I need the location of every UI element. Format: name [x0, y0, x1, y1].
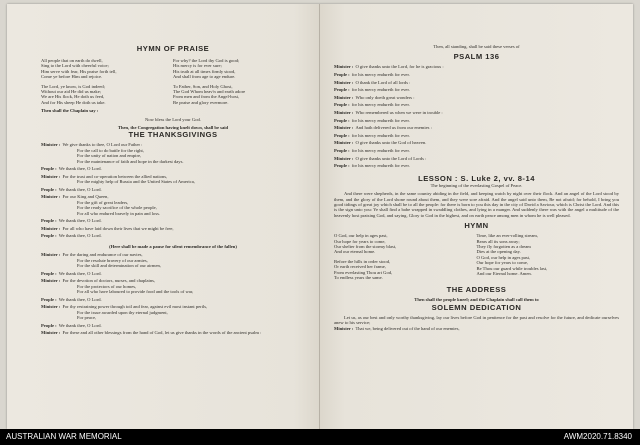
prayer-continuation: For the resolute bravery of our armies, [77, 258, 148, 264]
verse-line: Him serve with fear, His praise forth tell, [41, 68, 117, 74]
prayer-line [334, 118, 619, 124]
verse-line: Dies at the opening day. [476, 249, 521, 255]
speaker-text: for his mercy endureth for ever. [351, 163, 410, 169]
verse-line: His mercy is for ever sure; [173, 63, 222, 69]
speaker-label: People : [334, 132, 350, 138]
speaker-text: We give thanks to thee, O Lord our Father : [62, 142, 143, 148]
speaker-label: Minister : [41, 173, 61, 179]
prayer-line [334, 72, 619, 78]
verse-line: And our eternal home. [334, 249, 376, 255]
speaker-text: for his mercy endureth for ever. [351, 117, 410, 123]
prayer-line [41, 218, 305, 224]
prayer-continuation: For all who endured bravely in pain and loss. [77, 210, 161, 216]
prayer-continuation: For the gift of great leaders, [77, 200, 129, 206]
speaker-label: Minister : [334, 325, 354, 331]
verse-line: Our shelter from the stormy blast, [334, 243, 397, 249]
verse-line: Our hope for years to come, [476, 260, 529, 266]
speaker-text: For all who have laid down their lives that we might be free, [62, 225, 174, 231]
congregation-instruction: Then, the Congregation having knelt down, shall be said [117, 125, 229, 131]
psalm-verses [334, 64, 619, 170]
verse-line: From everlasting Thou art God, [334, 269, 393, 275]
speaker-label: People : [334, 117, 350, 123]
speaker-text: For our King and Queen, [62, 194, 109, 200]
verse-line: Come ye before Him and rejoice. [41, 74, 103, 80]
prayer-line [334, 95, 619, 101]
lesson-text: And there were shepherds, in the same country abiding in the field, and keeping watch by night over their flock. And an angel of the Lord stood by them, and the glory of the Lord shone round about them, and they were sore afraid. And the angel said unto them, Be not afraid; for behold, I bring you good tidings of great joy which shall be to all the people: for there is born to you this day in the city of David a Saviour, which is Christ the Lord. And this is the sign unto you: Ye shall find a babe wrapped in swaddling clothes, and lying in a manger. And suddenly there was with the angel a multitude of the heavenly host praising God, and saying, Glory to God in the highest, and on earth peace among men in whom he is well pleased. [334, 191, 619, 218]
speaker-label: Minister : [334, 79, 354, 85]
archive-footer-bar [0, 429, 640, 445]
speaker-label: Minister : [41, 278, 61, 284]
verse-line: To Father, Son, and Holy Ghost, [173, 83, 233, 89]
prayer-line [41, 297, 305, 303]
verse-line: They fly forgotten as a dream [476, 243, 531, 249]
verse-line: O God, our help in ages past, [476, 254, 531, 260]
prayer-line [334, 140, 619, 146]
prayer-line [334, 102, 619, 108]
prayer-continuation: For the skill and determination of our airmen, [77, 263, 161, 269]
prayer-line [41, 226, 305, 232]
speaker-text: for his mercy endureth for ever. [351, 72, 410, 77]
speaker-text: For the devotion of doctors, nurses, and chaplains, [62, 278, 156, 284]
lesson-subtitle: The beginning of the everlasting Gospel of Peace. [430, 182, 523, 188]
speaker-text: And hath delivered us from our enemies : [355, 125, 432, 131]
speaker-text: We thank thee, O Lord. [58, 233, 102, 239]
speaker-label: Minister : [334, 155, 354, 161]
speaker-label: Minister : [334, 140, 354, 146]
catalogue-number: AWM2020.71.8340 [563, 432, 632, 441]
verse-line: We are His flock, He doth us feed, [41, 94, 105, 100]
prayer-continuation: For the maintenance of faith and hope in the darkest days. [77, 158, 184, 164]
speaker-label: People : [41, 218, 57, 224]
hymn-column-2 [173, 58, 305, 105]
prayer-continuation: For the protectors of our homes, [77, 284, 137, 290]
verse-line: His truth at all times firmly stood, [173, 68, 236, 74]
verse-line: The God Whom heav'n and earth adore [173, 89, 246, 95]
verse-line: And our Eternal home. Amen. [476, 271, 532, 276]
verse-line: And shall from age to age endure. [173, 74, 236, 80]
verse-line: For why? the Lord thy God is good; [173, 58, 240, 63]
dedication-title: SOLEMN DEDICATION [431, 302, 522, 312]
speaker-text: O thank the Lord of all lords : [355, 79, 411, 85]
prayer-continuation: For the call to do battle for the right, [77, 148, 144, 154]
verse-line: Be Thou our guard while troubles last, [476, 265, 548, 271]
speaker-text: For the trust and co-operation between the allied nations, [62, 173, 168, 179]
speaker-label: People : [41, 322, 57, 328]
prayer-line [334, 133, 619, 139]
prayer-continuation: For all who have laboured to provide food and the tools of war, [77, 289, 194, 295]
thanksgiving-prayers [41, 142, 305, 241]
prayer-line [334, 80, 619, 86]
prayer-continuation: For the issue awarded upon thy eternal judgment, [77, 310, 168, 316]
verse-line: And for His sheep He doth us take. [41, 99, 106, 105]
speaker-text: We thank thee, O Lord. [58, 166, 102, 172]
prayer-line [334, 125, 619, 131]
verse-line: The Lord, ye know, is God indeed; [41, 83, 106, 89]
verse-line: O God, our help in ages past, [334, 233, 388, 239]
speaker-text: We thank thee, O Lord. [58, 186, 102, 192]
speaker-text: for his mercy endureth for ever. [351, 147, 410, 153]
speaker-label: Minister : [334, 109, 354, 115]
silent-remembrance-note: (Here shall be made a pause for silent remembrance of the fallen) [109, 244, 237, 250]
hymn-column-2 [477, 233, 620, 280]
speaker-label: Minister : [41, 330, 61, 336]
kneel-instruction: Then shall the people kneel; and the Chaplain shall call them to [414, 297, 539, 303]
speaker-label: People : [334, 72, 350, 77]
thanksgivings-title: THE THANKSGIVINGS [128, 130, 218, 140]
verse-line: Sing to the Lord with cheerful voice; [41, 63, 109, 69]
speaker-text: for his mercy endureth for ever. [351, 87, 410, 93]
speaker-text: We thank thee, O Lord. [58, 296, 102, 302]
verse-line: Before the hills in order stood, [334, 258, 391, 264]
thanksgiving-prayers-continued [41, 252, 305, 338]
psalm-title: PSALM 136 [453, 52, 500, 62]
speaker-label: Minister : [41, 252, 61, 258]
prayer-line [334, 110, 619, 116]
left-page [7, 4, 319, 429]
prayer-line [41, 323, 305, 329]
speaker-label: Minister : [334, 64, 354, 70]
speaker-text: We thank thee, O Lord. [58, 218, 102, 224]
chaplain-instruction: Then shall the Chaplain say : [41, 108, 99, 114]
speaker-text: For the daring and endurance of our navies, [62, 252, 143, 258]
hymn-verses [334, 233, 619, 280]
psalm-intro: Then, all standing, shall be said these verses of [433, 44, 520, 49]
prayer-line [41, 330, 305, 336]
speaker-label: Minister : [41, 225, 61, 231]
prayer-continuation: For the ready sacrifice of the whole people, [77, 205, 157, 211]
speaker-label: People : [334, 102, 350, 108]
prayer-line [41, 271, 305, 277]
speaker-label: People : [334, 87, 350, 93]
speaker-text: Who remembered us when we were in trouble : [355, 109, 443, 115]
speaker-text: O give thanks unto the God of heaven. [355, 140, 427, 146]
speaker-label: People : [334, 163, 350, 169]
right-page [320, 4, 633, 429]
prayer-line [334, 64, 619, 70]
prayer-continuation: For the unity of nation and empire, [77, 153, 142, 159]
speaker-text: Who only doeth great wonders : [355, 94, 415, 100]
prayer-continuation: For the mighty help of Russia and the United States of America, [77, 179, 195, 185]
prayer-line [334, 148, 619, 154]
speaker-text: O give thanks unto the Lord of Lords : [355, 155, 427, 161]
verse-line: From men and from the Angel-host, [173, 94, 240, 100]
verse-line: All people that on earth do dwell, [41, 58, 103, 63]
speaker-text: For thy restraining power through toil and fear, against evil most instant perils, [62, 304, 208, 310]
hymn-of-praise-verses [41, 58, 305, 105]
archive-name: AUSTRALIAN WAR MEMORIAL [6, 432, 122, 441]
hymn-column-1 [334, 233, 477, 280]
speaker-label: Minister : [41, 194, 61, 200]
prayer-line [334, 163, 619, 169]
verse-line: Be praise and glory evermore. [173, 99, 229, 105]
address-title: THE ADDRESS [446, 285, 507, 295]
prayer-line [41, 233, 305, 239]
speaker-text: That we, being delivered out of the hand of our enemies, [355, 325, 460, 331]
prayer-line [334, 87, 619, 93]
prayer-line [41, 166, 305, 172]
speaker-text: For these and all other blessings from the hand of God, let us give thanks in the words of the ancient psalm : [62, 330, 262, 336]
dedication-text: Let us, as our best and only worthy thanksgiving, lay our lives before God in penitence for the past and resolve for the future, and dedicate ourselves anew to his service; [334, 314, 619, 326]
speaker-label: Minister : [334, 125, 354, 131]
prayer-line [334, 156, 619, 162]
hymn-column-1 [41, 58, 173, 105]
speaker-label: Minister : [334, 94, 354, 100]
speaker-text: O give thanks unto the Lord, for he is gracious : [355, 64, 444, 70]
speaker-label: Minister : [41, 142, 61, 148]
bless-line: Now bless the Lord your God. [145, 116, 201, 122]
dedication-minister-line [334, 326, 619, 332]
speaker-text: for his mercy endureth for ever. [351, 102, 410, 108]
prayer-continuation: For peace, [77, 315, 97, 321]
speaker-label: People : [41, 296, 57, 302]
verse-line: Time, like an ever-rolling stream, [476, 233, 538, 239]
verse-line: Or earth received her frame, [334, 264, 386, 270]
verse-line: Bears all its sons away; [476, 238, 520, 244]
lesson-title: LESSON : S. Luke 2, vv. 8-14 [418, 173, 535, 183]
speaker-label: Minister : [41, 304, 61, 310]
hymn-title: HYMN [464, 221, 489, 231]
speaker-text: We thank thee, O Lord. [58, 322, 102, 328]
hymn-of-praise-title: HYMN OF PRAISE [136, 44, 210, 53]
verse-line: Without our aid He did us make; [41, 89, 102, 95]
speaker-label: People : [334, 147, 350, 153]
speaker-text: for his mercy endureth for ever. [351, 132, 410, 138]
verse-line: Our hope for years to come, [334, 238, 386, 244]
speaker-label: People : [41, 166, 57, 172]
order-of-service-sheet [7, 4, 633, 429]
speaker-label: People : [41, 186, 57, 192]
verse-line: To endless years the same. [334, 275, 383, 280]
speaker-label: People : [41, 270, 57, 276]
speaker-label: People : [41, 233, 57, 239]
prayer-line [41, 187, 305, 193]
speaker-text: We thank thee, O Lord. [58, 270, 102, 276]
